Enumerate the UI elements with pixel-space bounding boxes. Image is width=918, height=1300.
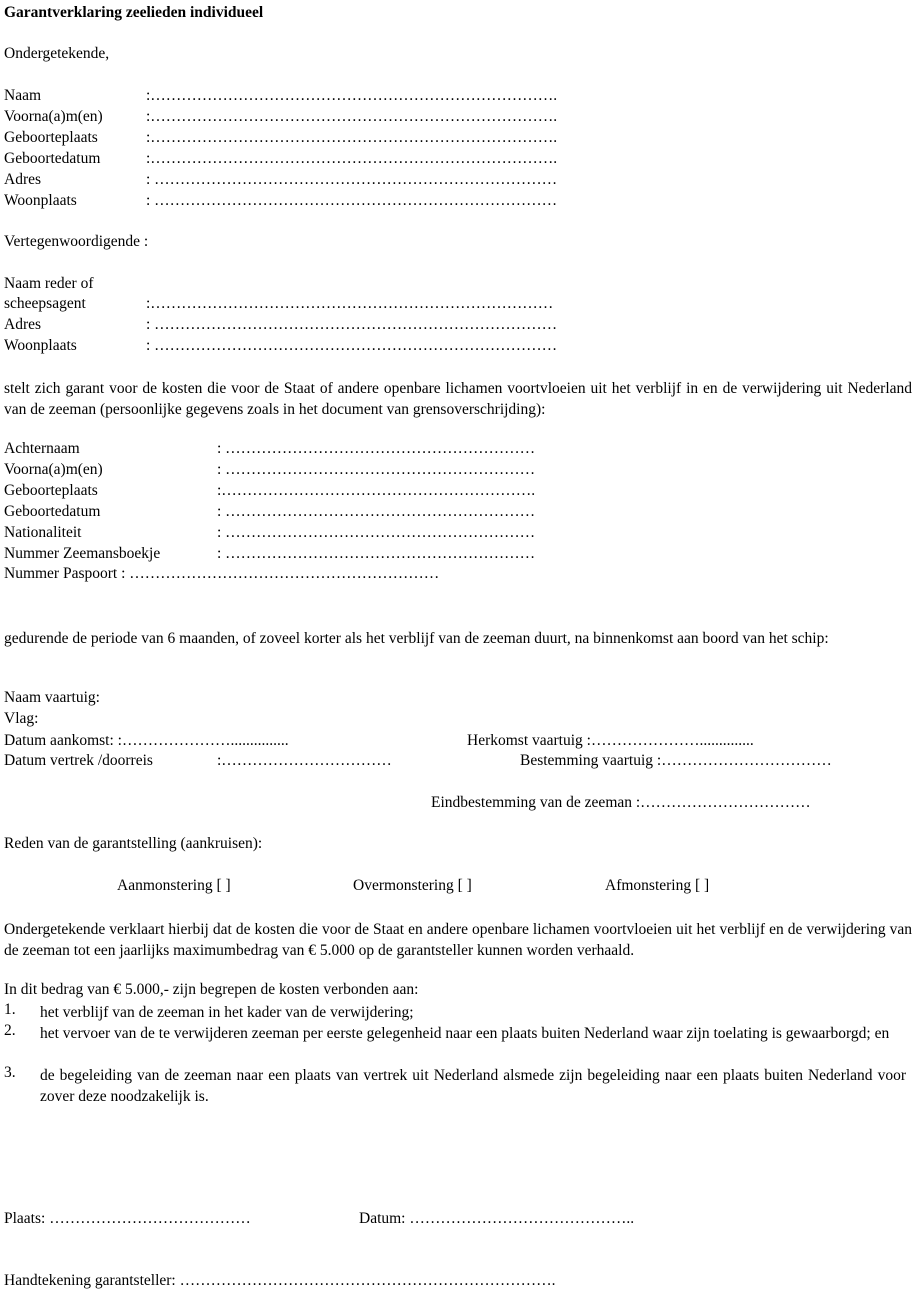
passport-field: Nummer Paspoort : …………………………………………………… (4, 565, 440, 582)
field-label: Voorna(a)m(en) (4, 461, 103, 478)
date-field: Datum: …………………………………….. (359, 1210, 635, 1227)
document-title: Garantverklaring zeelieden individueel (4, 4, 264, 21)
statement-guarantee: stelt zich garant voor de kosten die voor de Staat of andere openbare lichamen voortvloeien uit het verblijf in en de verwijdering uit Nederland van de zeeman (persoonlijke gegevens zoals in het document van grensoverschrijding): (4, 380, 912, 418)
field-label: Nummer Zeemansboekje (4, 545, 161, 562)
departure-date-value: :…………………………… (217, 752, 392, 769)
option-aanmonstering[interactable]: Aanmonstering [ ] (117, 877, 231, 894)
field-value: : …………………………………………………………………… (146, 316, 558, 333)
destination-vessel-field: Bestemming vaartuig :…………………………… (520, 752, 832, 769)
statement-period: gedurende de periode van 6 maanden, of zoveel korter als het verblijf van de zeeman duurt, na binnenkomst aan boord van het schip: (4, 630, 829, 647)
field-value: : …………………………………………………… (217, 545, 536, 562)
field-value: :……………………………………………………………………. (146, 129, 558, 146)
arrival-date-field: Datum aankomst: :…………………............... (4, 732, 289, 749)
list-number: 2. (4, 1022, 16, 1039)
field-value: :……………………………………………………………………. (146, 87, 558, 104)
field-label: scheepsagent (4, 295, 86, 312)
departure-date-label: Datum vertrek /doorreis (4, 752, 153, 769)
field-label: Woonplaats (4, 192, 77, 209)
field-label: Naam (4, 87, 42, 104)
list-number: 1. (4, 1001, 16, 1018)
field-label: Geboorteplaats (4, 129, 98, 146)
field-value: :……………………………………………………. (217, 482, 536, 499)
field-value: :……………………………………………………………………. (146, 108, 558, 125)
field-label: Adres (4, 316, 42, 333)
list-item: het verblijf van de zeeman in het kader van de verwijdering; (40, 1004, 414, 1021)
signature-field: Handtekening garantsteller: ………………………………………………………………. (4, 1272, 556, 1289)
field-label: Geboorteplaats (4, 482, 98, 499)
origin-vessel-field: Herkomst vaartuig :………………….............. (467, 732, 754, 749)
list-item: de begeleiding van de zeeman naar een plaats van vertrek uit Nederland alsmede zijn begeleiding naar een plaats buiten Nederland voor zover deze noodzakelijk is. (40, 1067, 906, 1105)
statement-costs: Ondergetekende verklaart hierbij dat de kosten die voor de Staat en andere openbare lichamen voortvloeien uit het verblijf en de verwijdering van de zeeman tot een jaarlijks maximumbedrag van € 5.000 op de garantsteller kunnen worden verhaald. (4, 921, 912, 959)
field-value: : …………………………………………………… (217, 503, 536, 520)
field-label: Geboortedatum (4, 150, 101, 167)
vessel-name-label: Naam vaartuig: (4, 689, 100, 706)
field-label: Voorna(a)m(en) (4, 108, 103, 125)
reason-heading: Reden van de garantstelling (aankruisen): (4, 835, 263, 852)
field-label: Nationaliteit (4, 524, 82, 541)
list-item: het vervoer van de te verwijderen zeeman per eerste gelegenheid naar een plaats buiten Nederland waar zijn toelating is gewaarborgd; en (40, 1025, 890, 1042)
field-value: :……………………………………………………………………. (146, 150, 558, 167)
field-label: Adres (4, 171, 42, 188)
field-label: Achternaam (4, 440, 80, 457)
costs-intro: In dit bedrag van € 5.000,- zijn begrepen de kosten verbonden aan: (4, 981, 419, 998)
field-value: :…………………………………………………………………… (146, 295, 554, 312)
flag-label: Vlag: (4, 710, 39, 727)
place-field: Plaats: ………………………………… (4, 1210, 251, 1227)
final-destination-field: Eindbestemming van de zeeman :…………………………… (431, 794, 811, 811)
field-value: : …………………………………………………………………… (146, 192, 558, 209)
intro-text: Ondergetekende, (4, 45, 110, 62)
field-value: : …………………………………………………… (217, 440, 536, 457)
field-label: Naam reder of (4, 275, 94, 292)
list-number: 3. (4, 1064, 16, 1081)
field-label: Woonplaats (4, 337, 77, 354)
option-overmonstering[interactable]: Overmonstering [ ] (353, 877, 472, 894)
field-value: : …………………………………………………………………… (146, 337, 558, 354)
representing-heading: Vertegenwoordigende : (4, 233, 149, 250)
option-afmonstering[interactable]: Afmonstering [ ] (605, 877, 710, 894)
field-value: : …………………………………………………… (217, 524, 536, 541)
field-label: Geboortedatum (4, 503, 101, 520)
field-value: : …………………………………………………… (217, 461, 536, 478)
field-value: : …………………………………………………………………… (146, 171, 558, 188)
